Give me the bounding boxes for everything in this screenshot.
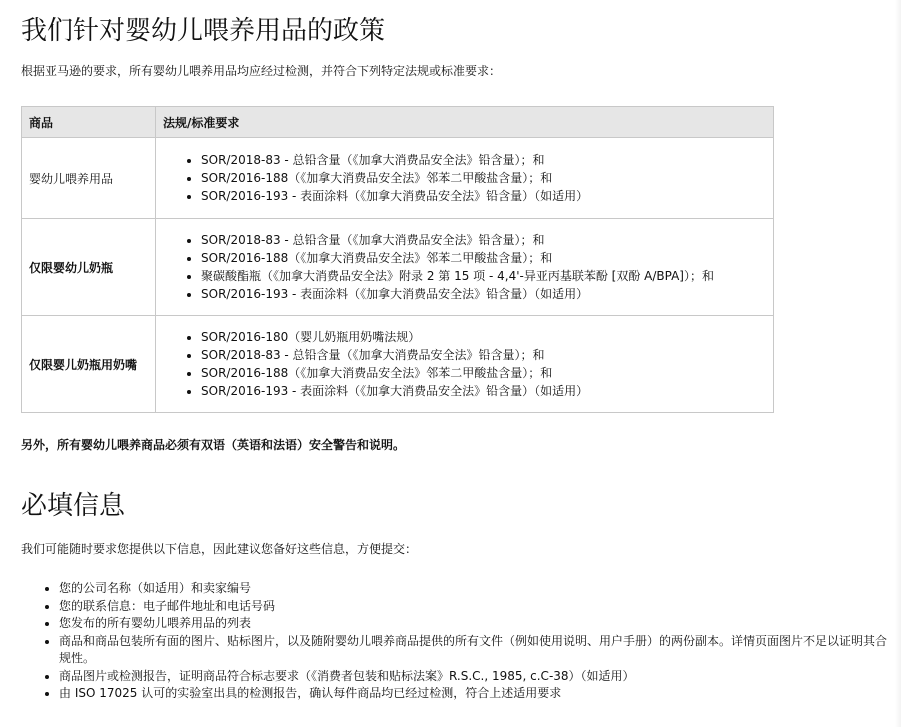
- requirement-item: • SOR/2016-188（《加拿大消费品安全法》邻苯二甲酸盐含量）；和: [201, 169, 766, 187]
- requirements-list: [163, 231, 766, 303]
- product-cell: 仅限婴幼儿奶瓶: [22, 219, 156, 316]
- list-item: • 由 ISO 17025 认可的实验室出具的检测报告，确认每件商品均已经过检测，符合上述适用要求: [59, 685, 897, 703]
- product-cell: 仅限婴儿奶瓶用奶嘴: [22, 316, 156, 413]
- requirement-item: • SOR/2018-83 - 总铅含量（《加拿大消费品安全法》铅含量）；和: [201, 346, 766, 364]
- header-product: 商品: [22, 107, 156, 138]
- requirement-item: • SOR/2016-193 - 表面涂料（《加拿大消费品安全法》铅含量）（如适用）: [201, 382, 766, 400]
- requirements-cell: [156, 138, 774, 219]
- requirement-item: • SOR/2016-188（《加拿大消费品安全法》邻苯二甲酸盐含量）；和: [201, 364, 766, 382]
- requirement-item: • SOR/2018-83 - 总铅含量（《加拿大消费品安全法》铅含量）；和: [201, 151, 766, 169]
- table-row: [22, 316, 774, 413]
- requirements-list: [163, 151, 766, 205]
- bilingual-warning-note: 另外，所有婴幼儿喂养商品必须有双语（英语和法语）安全警告和说明。: [21, 438, 406, 452]
- requirement-item: • SOR/2016-180（婴儿奶瓶用奶嘴法规）: [201, 328, 766, 346]
- table-row: [22, 219, 774, 316]
- regulation-table: [21, 106, 774, 413]
- requirement-item: • 聚碳酸酯瓶（《加拿大消费品安全法》附录 2 第 15 项 - 4,4'-异亚丙基联苯酚 [双酚 A/BPA]）；和: [201, 267, 766, 285]
- list-item: • 您的公司名称（如适用）和卖家编号: [59, 580, 897, 598]
- required-info-list: [21, 580, 897, 703]
- product-cell: 婴幼儿喂养用品: [22, 138, 156, 219]
- requirements-cell: [156, 316, 774, 413]
- requirements-list: [163, 328, 766, 400]
- header-requirements: 法规/标准要求: [156, 107, 774, 138]
- requirement-item: • SOR/2016-193 - 表面涂料（《加拿大消费品安全法》铅含量）（如适用）: [201, 187, 766, 205]
- requirement-item: • SOR/2016-188（《加拿大消费品安全法》邻苯二甲酸盐含量）；和: [201, 249, 766, 267]
- intro-text: 根据亚马逊的要求，所有婴幼儿喂养用品均应经过检测，并符合下列特定法规或标准要求：: [21, 64, 502, 78]
- list-item: • 您发布的所有婴幼儿喂养用品的列表: [59, 615, 897, 633]
- list-item: • 商品和商品包装所有面的图片、贴标图片，以及随附婴幼儿喂养商品提供的所有文件（例如使用说明、用户手册）的两份副本。详情页面图片不足以证明其合规性。: [59, 633, 897, 668]
- required-info-intro: 我们可能随时要求您提供以下信息，因此建议您备好这些信息，方便提交：: [21, 542, 418, 556]
- requirement-item: • SOR/2018-83 - 总铅含量（《加拿大消费品安全法》铅含量）；和: [201, 231, 766, 249]
- list-item: • 您的联系信息：电子邮件地址和电话号码: [59, 598, 897, 616]
- table-row: [22, 138, 774, 219]
- table-header-row: [22, 107, 774, 138]
- requirement-item: • SOR/2016-193 - 表面涂料（《加拿大消费品安全法》铅含量）（如适用）: [201, 285, 766, 303]
- list-item: • 商品图片或检测报告，证明商品符合标志要求（《消费者包装和贴标法案》R.S.C., 1985, c.C-38）（如适用）: [59, 668, 897, 686]
- page-title: 我们针对婴幼儿喂养用品的政策: [21, 16, 386, 46]
- section-title-required-info: 必填信息: [21, 491, 126, 521]
- requirements-cell: [156, 219, 774, 316]
